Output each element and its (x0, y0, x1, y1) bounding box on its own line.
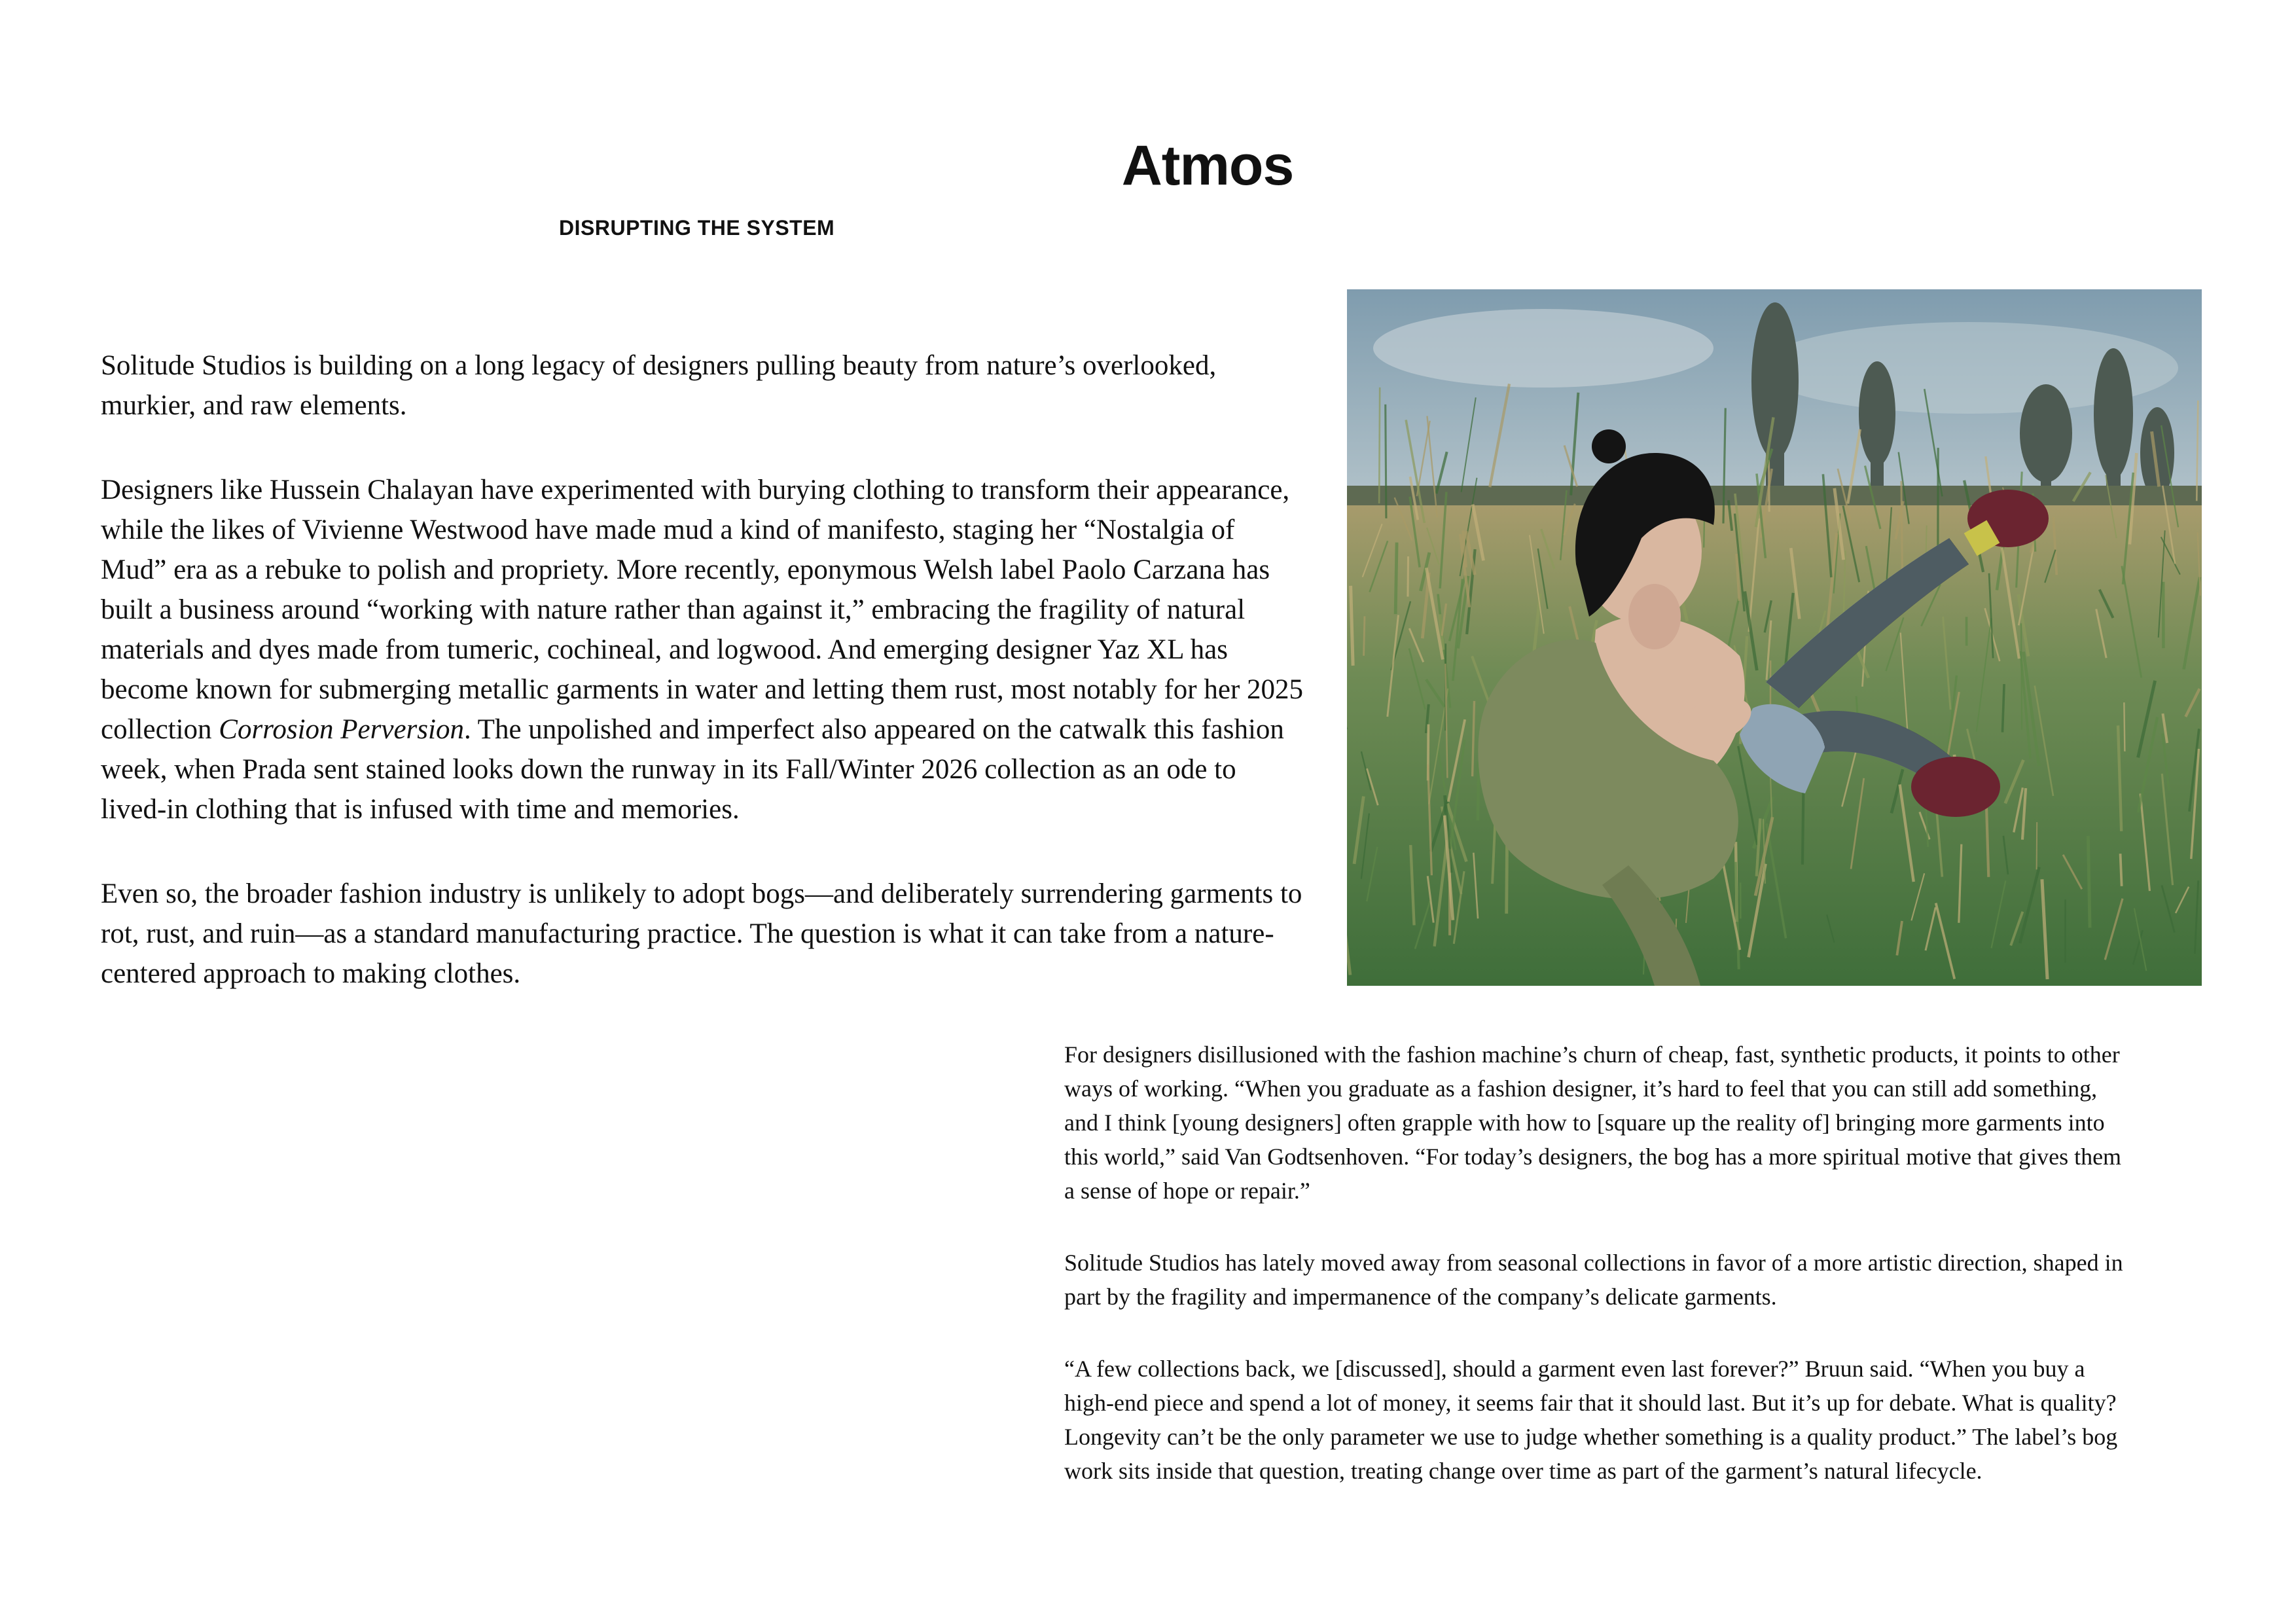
grass-blade (2124, 702, 2125, 751)
paragraph-designers-text-end: . The unpolished and imperfect also appeared on the catwalk this fashion week, when Prada sent stained looks down the runway in its Fall/Winter 2026 collection as an ode to lived-in clothing that is infused with time and memories. (101, 714, 1284, 825)
grass-blade (2021, 623, 2022, 729)
boot (1911, 757, 2000, 817)
paragraph-industry: Even so, the broader fashion industry is unlikely to adopt bogs—and deliberately surrendering garments to rot, rust, and ruin—as a standard manufacturing practice. The question is what it can take from a nature-centered approach to making clothes. (101, 878, 1302, 989)
paragraph-designers-text: Designers like Hussein Chalayan have experimented with burying clothing to transform their appearance, while the likes of Vivienne Westwood have made mud a kind of manifesto, staging her “Nostalgia of Mud” era as a rebuke to polish and propriety. More recently, eponymous Welsh label Paolo Carzana has built a business around “working with nature rather than against it,” embracing the fragility of natural materials and dyes made from tumeric, cochineal, and logwood. And emerging designer Yaz XL has become known for submerging metallic garments in water and letting them rust, most notably for her 2025 collection (101, 475, 1304, 745)
masthead-title: Atmos (1121, 134, 1294, 197)
hair-bun (1592, 429, 1626, 463)
collection-title: Corrosion Perversion (219, 714, 464, 745)
grass-blade (2088, 836, 2090, 928)
paragraph-quote-van-godtsenhoven: For designers disillusioned with the fashion machine’s churn of cheap, fast, synthetic products, it points to other ways of working. “When you graduate as a fashion designer, it’s hard to feel that you can still add something, and I think [young designers] often grapple with how to [square up the reality of] bringing more garments into this world,” said Van Godtsenhoven. “For today’s designers, the bog has a more spiritual motive that gives them a sense of hope or repair.” (1064, 1041, 2122, 1204)
editorial-photo (1347, 289, 2202, 986)
neck (1628, 584, 1681, 649)
cloud (1373, 309, 1713, 388)
grass-blade (1379, 388, 1380, 503)
grass-blade (1395, 543, 1397, 615)
article-right-column (1064, 1038, 2125, 1526)
grass-blade (1364, 616, 1365, 655)
paragraph-intro: Solitude Studios is building on a long legacy of designers pulling beauty from nature’s overlooked, murkier, and raw elements. (101, 350, 1217, 421)
article-left-column (101, 346, 1305, 1038)
section-kicker: DISRUPTING THE SYSTEM (559, 216, 835, 240)
paragraph-solitude-direction: Solitude Studios has lately moved away from seasonal collections in favor of a more artistic direction, shaped in part by the fragility and impermanence of the company’s delicate garments. (1064, 1250, 2123, 1310)
paragraph-designers (101, 470, 1305, 829)
grass-blade (2121, 854, 2122, 886)
paragraph-quote-bruun: “A few collections back, we [discussed], should a garment even last forever?” Bruun said. “When you buy a high-end piece and spend a lot of money, it seems fair that it should last. But it’s up for debate. What is quality? Longevity can’t be the only parameter we use to judge whether something is a quality product.” The label’s bog work sits inside that question, treating change over time as part of the garment’s natural lifecycle. (1064, 1356, 2118, 1484)
photo-illustration (1347, 289, 2202, 986)
grass-blade (1478, 762, 1479, 821)
grass-blade (1351, 586, 1354, 666)
